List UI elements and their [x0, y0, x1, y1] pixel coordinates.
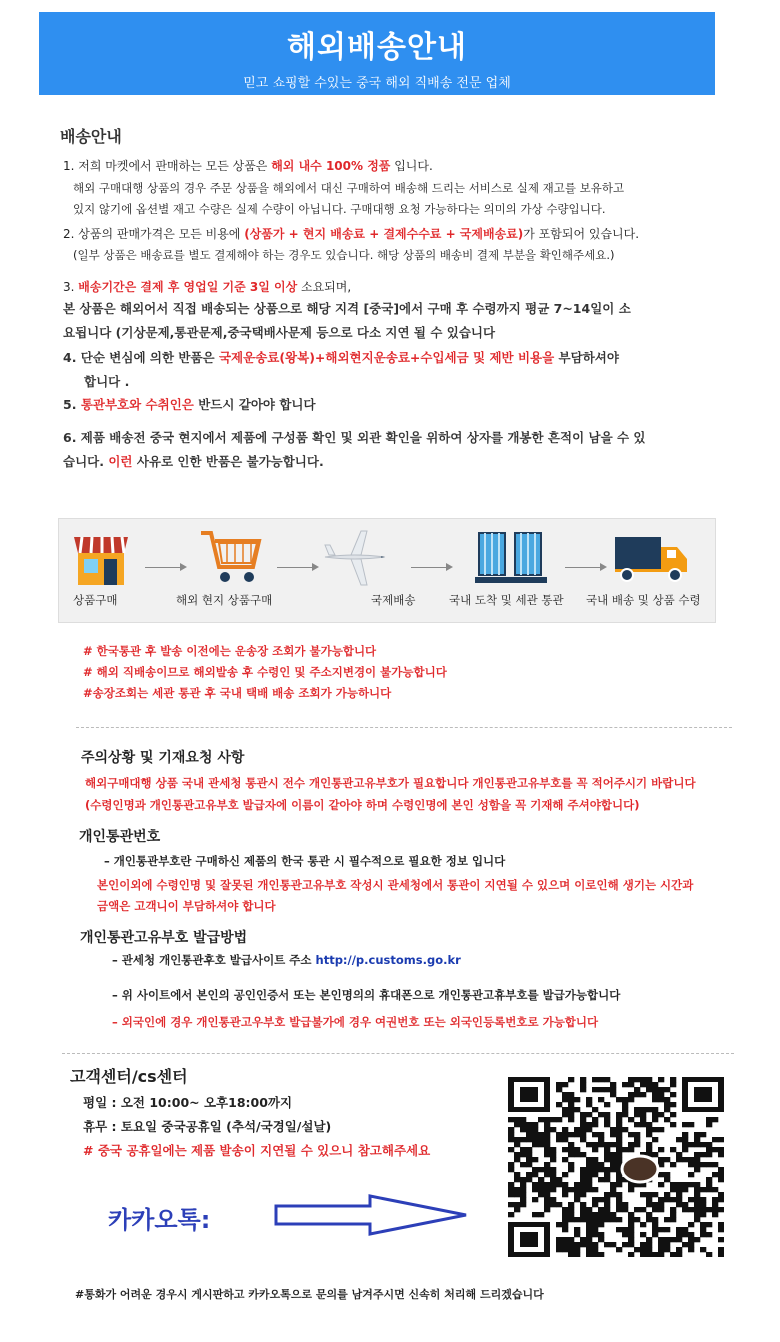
- cs-heading: 고객센터/cs센터: [70, 1067, 188, 1086]
- notice-item: # 해외 직배송이므로 해외발송 후 수령인 및 주소지변경이 불가능합니다: [83, 665, 447, 679]
- flow-arrowhead: [180, 563, 187, 571]
- notice-item: #송장조회는 세관 통관 후 국내 택배 배송 조회가 가능하니다: [83, 686, 392, 700]
- shipping-item-4-line2: 합니다 .: [84, 374, 130, 389]
- flow-arrowhead: [312, 563, 319, 571]
- flow-arrowhead: [600, 563, 607, 571]
- kakao-label: 카카오톡:: [108, 1206, 211, 1234]
- shipping-process-flow: [58, 518, 716, 623]
- step-label-5: 국내 배송 및 상품 수령: [586, 593, 701, 607]
- shipping-item-6: 6. 제품 배송전 중국 현지에서 제품에 구성품 확인 및 외관 확인을 위하여 상자를 개봉한 흔적이 남을 수 있: [63, 430, 646, 445]
- shopping-cart-icon: [199, 529, 263, 589]
- cs-weekday-hours: 평일 : 오전 10:00~ 오후18:00까지: [83, 1095, 293, 1110]
- shipping-item-1-line2: 해외 구매대행 상품의 경우 주문 상품을 해외에서 대신 구매하여 배송해 드리는 서비스로 실제 재고를 보유하고: [73, 181, 625, 195]
- notice-item: # 한국통관 후 발송 이전에는 운송장 조회가 불가능합니다: [83, 644, 377, 658]
- shipping-item-3: 3. 배송기간은 결제 후 영업일 기준 3일 이상 소요되며,: [63, 280, 352, 294]
- shipping-item-3-line2: 본 상품은 해외어서 직접 배송되는 상품으로 해당 지격 [중국]에서 구매 후 수령까지 평균 7~14일이 소: [63, 301, 631, 316]
- issue-method-heading: 개인통관고유부호 발급방법: [80, 930, 248, 946]
- customs-number-bullet: – 개인통관부호란 구매하신 제품의 한국 통관 시 필수적으로 필요한 정보 입니다: [104, 854, 506, 868]
- shipping-item-2-line2: (일부 상품은 배송료를 별도 결제해야 하는 경우도 있습니다. 해당 상품의 배송비 결제 부분을 확인해주세요.): [73, 248, 615, 262]
- caution-line-1: 해외구매대행 상품 국내 관세청 통관시 전수 개인통관고유부호가 필요합니다 개인통관고유부호를 꼭 적어주시기 바랍니다: [85, 776, 696, 790]
- flow-arrow: [411, 567, 447, 568]
- divider: [76, 727, 732, 728]
- flow-arrow: [565, 567, 601, 568]
- step-label-1: 상품구매: [73, 593, 118, 607]
- divider: [62, 1053, 734, 1054]
- issue-method-item-3: – 외국인에 경우 개인통관고우부호 발급불가에 경우 여권번호 또는 외국인등록번호로 가능합니다: [112, 1015, 599, 1029]
- footer-note: #통화가 어려운 경우시 게시판하고 카카오톡으로 문의를 남겨주시면 신속히 처리해 드리겠습니다: [75, 1288, 544, 1301]
- step-label-2: 해외 현지 상품구매: [176, 593, 273, 607]
- cs-holiday: 휴무 : 토요일 중국공휴일 (추석/국경일/설날): [83, 1119, 332, 1134]
- issue-method-item-1: – 관세청 개인통관후호 발급사이트 주소 http://p.customs.go.kr: [112, 953, 461, 967]
- step-label-4: 국내 도착 및 세관 통관: [449, 593, 564, 607]
- caution-line-2: (수령인명과 개인통관고유부호 발급자에 이름이 같아야 하며 수령인명에 본인 성함을 꼭 기재해 주셔야합니다): [85, 798, 640, 812]
- shipping-item-3-line3: 요됩니다 (기상문제,통관문제,중국택배사문제 등으로 다소 지연 될 수 있습니다: [63, 325, 496, 340]
- delivery-truck-icon: [613, 533, 689, 587]
- customs-number-warning-2: 금액은 고객니이 부담하셔야 합니다: [97, 899, 276, 913]
- shipping-item-1-line3: 있지 않기에 옵션별 재고 수량은 실제 수량이 아닙니다. 구매대행 요청 가능하다는 의미의 가상 수량입니다.: [73, 202, 606, 216]
- customs-number-warning-1: 본인이외에 수령인명 및 잘못된 개인통관고유부호 작성시 관세청에서 통관이 지연될 수 있으며 이로인해 생기는 시간과: [97, 878, 694, 892]
- cs-holiday-notice: # 중국 공휴일에는 제품 발송이 지연될 수 있으니 참고해주세요: [83, 1143, 431, 1158]
- kakao-qr-code[interactable]: [508, 1077, 724, 1257]
- banner-title: 해외배송안내: [287, 30, 467, 65]
- banner-subtitle: 믿고 쇼핑할 수있는 중국 해외 직배송 전문 업체: [243, 76, 511, 91]
- shipping-heading: 배송안내: [60, 127, 122, 146]
- right-arrow-icon: [272, 1192, 472, 1242]
- shipping-item-5: 5. 통관부호와 수취인은 반드시 같아야 합니다: [63, 397, 316, 412]
- shipping-item-2: 2. 상품의 판매가격은 모든 비용에 (상품가 + 현지 배송료 + 결제수수료 + 국제배송료)가 포함되어 있습니다.: [63, 227, 640, 241]
- shipping-item-6-line2: 습니다. 이런 사유로 인한 반품은 불가능합니다.: [63, 454, 324, 469]
- issue-method-item-2: – 위 사이트에서 본인의 공인인증서 또는 본인명의의 휴대폰으로 개인통관고휴부호를 발급가능합니다: [112, 988, 621, 1002]
- notice-list: [83, 641, 447, 704]
- flow-arrow: [277, 567, 313, 568]
- customs-number-heading: 개인통관번호: [79, 829, 161, 845]
- caution-heading: 주의상황 및 기재요청 사항: [81, 750, 245, 766]
- flow-arrow: [145, 567, 181, 568]
- flow-arrowhead: [446, 563, 453, 571]
- shipping-item-1: 1. 저희 마켓에서 판매하는 모든 상품은 해외 내수 100% 정품 입니다.: [63, 159, 433, 173]
- store-icon: [72, 533, 130, 591]
- airplane-icon: [321, 527, 389, 593]
- shipping-item-4: 4. 단순 변심에 의한 반품은 국제운송료(왕복)+해외현지운송료+수입세금 및 제반 비용을 부담하셔야: [63, 350, 619, 365]
- customs-site-link[interactable]: http://p.customs.go.kr: [315, 953, 461, 967]
- customs-warehouse-icon: [473, 529, 549, 589]
- step-label-3: 국제배송: [371, 593, 416, 607]
- header-banner: [39, 12, 715, 95]
